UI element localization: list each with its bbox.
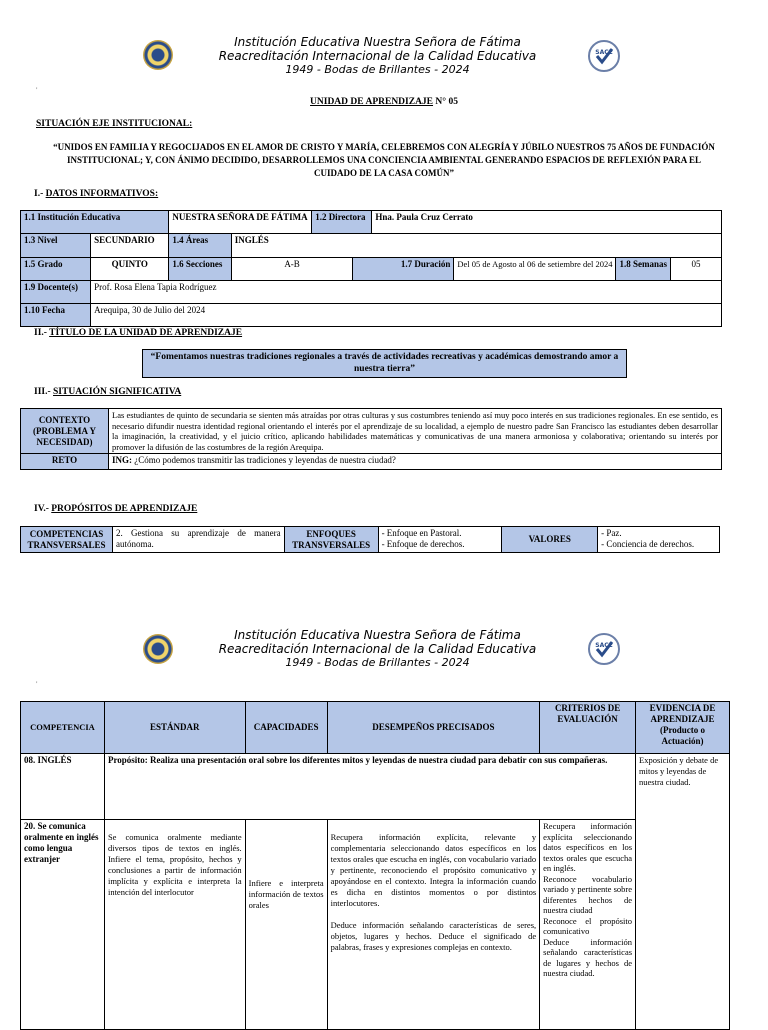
contexto-table <box>20 408 722 470</box>
nivel-value: SECUNDARIO <box>91 234 169 258</box>
enfoques-label: ENFOQUES TRANSVERSALES <box>284 527 378 553</box>
criterios-cell: Recupera información explícita seleccionando datos específicos en los textos orales que escucha en inglés. Reconoce vocabulario variado y pertinente sobre diferentes hechos de nuestra ciudad Reconoce el propósito comunicativo Deduce información señalando características de lugares y hechos de nuestra ciudad. <box>540 820 636 1030</box>
area-cell: 08. INGLÉS <box>21 754 105 820</box>
header-school-name: Institución Educativa Nuestra Señora de Fátima <box>234 35 521 49</box>
docente-label: 1.9 Docente(s) <box>21 281 91 304</box>
datos-informativos-table <box>20 210 722 327</box>
header-competencia: COMPETENCIA <box>21 702 105 754</box>
header-estandar: ESTÁNDAR <box>104 702 245 754</box>
areas-label: 1.4 Áreas <box>169 234 231 258</box>
dir-value: Hna. Paula Cruz Cerrato <box>372 211 722 234</box>
section-datos-heading: I.- DATOS INFORMATIVOS: <box>34 189 159 199</box>
competencia-cell: 20. Se comunica oralmente en inglés como lengua extranjer <box>21 820 105 1030</box>
sem-label: 1.8 Semanas <box>616 258 671 281</box>
svg-text:SACE: SACE <box>595 642 613 649</box>
sace-accreditation-logo-2 <box>588 633 620 665</box>
fecha-value: Arequipa, 30 de Julio del 2024 <box>91 304 722 327</box>
unit-title: UNIDAD DE APRENDIZAJE N° 05 <box>310 97 458 107</box>
contexto-label: CONTEXTO (PROBLEMA Y NECESIDAD) <box>21 409 109 454</box>
valores-value: - Paz. - Conciencia de derechos. <box>598 527 720 553</box>
header-criterios: CRITERIOS DE EVALUACIÓN <box>540 702 636 754</box>
header-anniversary: 1949 - Bodas de Brillantes - 2024 <box>285 63 470 76</box>
situation-label: SITUACIÓN EJE INSTITUCIONAL: <box>36 119 193 129</box>
grado-value: QUINTO <box>91 258 169 281</box>
reto-label: RETO <box>21 454 109 470</box>
header-accreditation: Reacreditación Internacional de la Calidad Educativa <box>218 49 537 63</box>
header-capacidades: CAPACIDADES <box>245 702 327 754</box>
proposito-cell: Propósito: Realiza una presentación oral sobre los diferentes mitos y leyendas de nuestra ciudad para debatir con sus compañeras. <box>104 754 635 820</box>
page-header <box>200 35 555 77</box>
desempenos-cell: Recupera información explícita, relevante y complementaria seleccionando datos específicos en los textos orales que escucha en inglés, con vocabulario variado y pertinente, reconociendo el propósito comunicativo y apoyándose en el contexto. Integra la información cuando es dicha en distintos momentos o por distintos interlocutores. Deduce información señalando características de seres, objetos, lugares y hechos. Deduce el significado de palabras, frases y expresiones complejas en contexto. <box>327 820 540 1030</box>
nivel-label: 1.3 Nivel <box>21 234 91 258</box>
grado-label: 1.5 Grado <box>21 258 91 281</box>
estandar-cell: Se comunica oralmente mediante diversos tipos de textos en inglés. Infiere el tema, propósito, hechos y conclusiones a partir de información implícita y explícita e interpreta la intención del interlocutor <box>104 820 245 1030</box>
dur-label: 1.7 Duración <box>353 258 454 281</box>
inst-label: 1.1 Institución Educativa <box>21 211 169 234</box>
evidencia-cell: Exposición y debate de mitos y leyendas de nuestra ciudad. <box>636 754 730 1030</box>
enfoques-value: - Enfoque en Pastoral. - Enfoque de derechos. <box>378 527 502 553</box>
comp-trans-value: 2. Gestiona su aprendizaje de manera autónoma. <box>112 527 284 553</box>
dir-label: 1.2 Directora <box>312 211 372 234</box>
unit-name-box: “Fomentamos nuestras tradiciones regionales a través de actividades recreativas y académicas demostrando amor a nuestra tierra” <box>142 349 627 378</box>
secc-label: 1.6 Secciones <box>169 258 231 281</box>
valores-label: VALORES <box>502 527 598 553</box>
header-desempenos: DESEMPEÑOS PRECISADOS <box>327 702 540 754</box>
docente-value: Prof. Rosa Elena Tapia Rodríguez <box>91 281 722 304</box>
comp-trans-label: COMPETENCIAS TRANSVERSALES <box>21 527 113 553</box>
fecha-label: 1.10 Fecha <box>21 304 91 327</box>
contexto-text: Las estudiantes de quinto de secundaria se sienten más atraídas por otras culturas y sus costumbres teniendo así muy poco interés en sus tradiciones regionales. En ese sentido, es necesario difundir nuestra identidad regional orientando el interés por el aprendizaje de su localidad, a ejemplo de nuestro padre San Francisco las estudiantes deben desarrollar la imaginación, la creatividad, y el juicio crítico, aplicando habilidades matemáticas y comunicativas de una manera armoniosa y colaborativa; orientando su interés por promover la difusión de las costumbres de la región Arequipa. <box>109 409 722 454</box>
header-evidencia: EVIDENCIA DE APRENDIZAJE (Producto o Actuación) <box>636 702 730 754</box>
inst-value: NUESTRA SEÑORA DE FÁTIMA <box>169 211 312 234</box>
sem-value: 05 <box>670 258 721 281</box>
secc-value: A-B <box>231 258 353 281</box>
areas-value: INGLÉS <box>231 234 721 258</box>
section-propositos-heading: IV.- PROPÓSITOS DE APRENDIZAJE <box>34 504 198 514</box>
sace-accreditation-logo <box>588 40 620 72</box>
capacidad-cell: Infiere e interpreta información de textos orales <box>245 820 327 1030</box>
reto-text: ING: ¿Cómo podemos transmitir las tradiciones y leyendas de nuestra ciudad? <box>109 454 722 470</box>
school-seal-logo <box>143 40 173 70</box>
school-seal-logo-2 <box>143 634 173 664</box>
propositos-table <box>20 526 720 553</box>
section-titulo-heading: II.- TÍTULO DE LA UNIDAD DE APRENDIZAJE <box>34 328 243 338</box>
dur-value: Del 05 de Agosto al 06 de setiembre del 2024 <box>454 258 616 281</box>
section-situacion-heading: III.- SITUACIÓN SIGNIFICATIVA <box>34 387 182 397</box>
situation-text: “UNIDOS EN FAMILIA Y REGOCIJADOS EN EL AMOR DE CRISTO Y MARÍA, CELEBREMOS CON ALEGRÍA Y JÚBILO NUESTROS 75 AÑOS DE FUNDACIÓN INSTITUCIONAL; Y, CON ÁNIMO DECIDIDO, DESARROLLEMOS UNA CONCIENCIA AMBIENTAL GENERANDO ESPACIOS DE REFLEXIÓN PARA EL CUIDADO DE LA CASA COMÚN” <box>53 142 715 178</box>
page-header-2: Institución Educativa Nuestra Señora de Fátima Reacreditación Internacional de la Calidad Educativa 1949 - Bodas de Brillantes - 2024 <box>218 628 537 669</box>
competencias-table <box>20 701 730 1030</box>
svg-text:SACE: SACE <box>595 49 613 56</box>
